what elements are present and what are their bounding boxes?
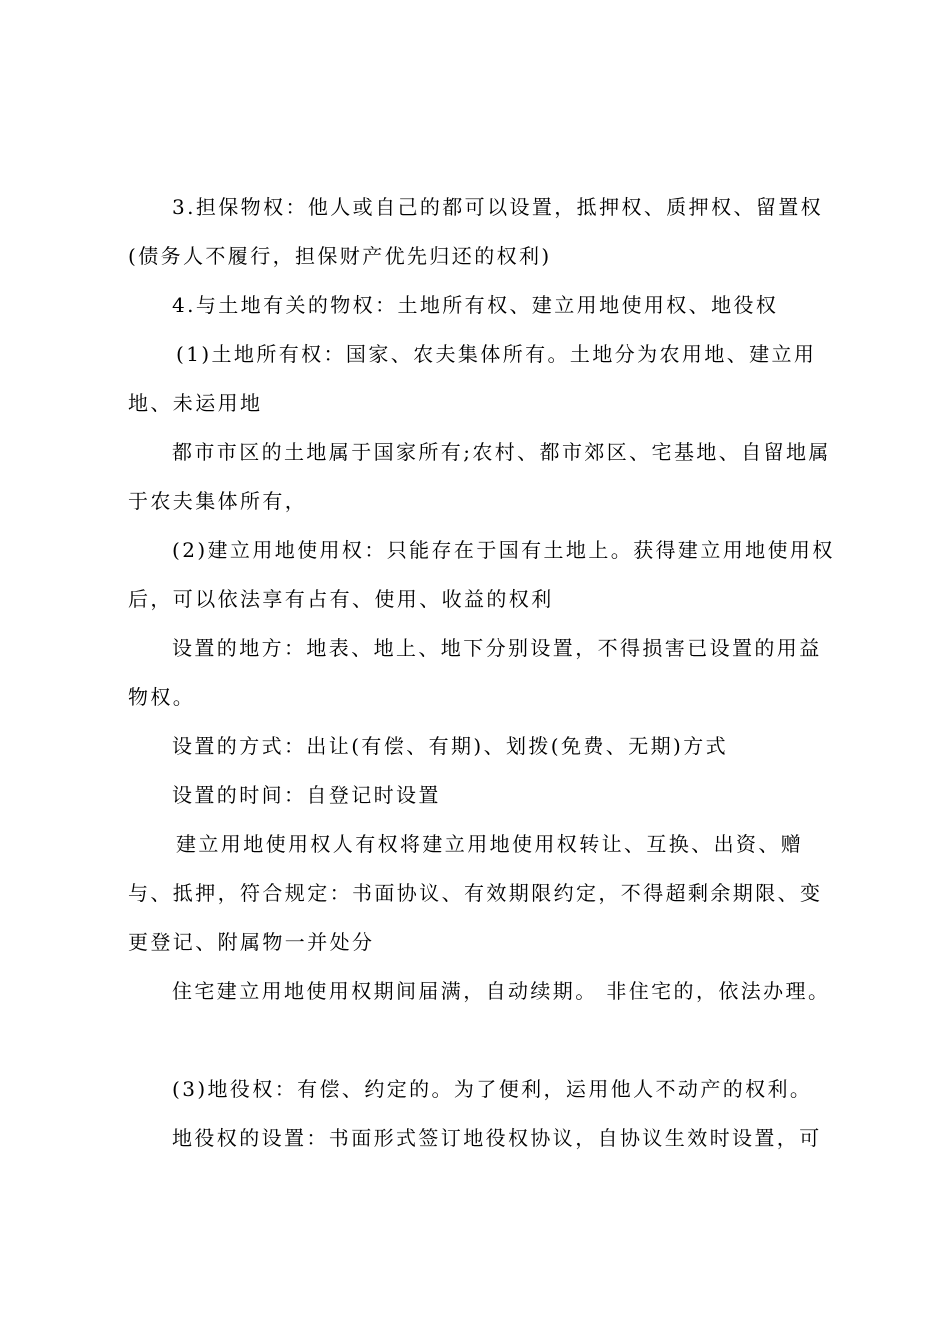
paragraph-line: 设置的时间：自登记时设置 [172, 783, 441, 807]
paragraph-line: 住宅建立用地使用权期间届满，自动续期。 非住宅的，依法办理。 [172, 979, 831, 1003]
paragraph-line: 4.与土地有关的物权：土地所有权、建立用地使用权、地役权 [172, 293, 779, 317]
paragraph-line: 地役权的设置：书面形式签订地役权协议，自协议生效时设置，可 [172, 1126, 822, 1150]
paragraph-line: 物权。 [128, 685, 196, 709]
paragraph-line: (债务人不履行，担保财产优先归还的权利) [128, 244, 552, 268]
paragraph-line: 设置的地方：地表、地上、地下分别设置，不得损害已设置的用益 [172, 636, 822, 660]
paragraph-line: (1)土地所有权：国家、农夫集体所有。土地分为农用地、建立用 [176, 342, 817, 366]
paragraph-line: 都市市区的土地属于国家所有;农村、都市郊区、宅基地、自留地属 [172, 440, 831, 464]
paragraph-line: 设置的方式：出让(有偿、有期)、划拨(免费、无期)方式 [172, 734, 729, 758]
paragraph-line: (3)地役权：有偿、约定的。为了便利，运用他人不动产的权利。 [172, 1077, 813, 1101]
paragraph-line: (2)建立用地使用权：只能存在于国有土地上。获得建立用地使用权 [172, 538, 835, 562]
paragraph-line: 后，可以依法享有占有、使用、收益的权利 [128, 587, 554, 611]
paragraph-line: 于农夫集体所有， [128, 489, 308, 513]
paragraph-line: 建立用地使用权人有权将建立用地使用权转让、互换、出资、赠 [176, 832, 804, 856]
paragraph-line: 3.担保物权：他人或自己的都可以设置，抵押权、质押权、留置权 [172, 195, 824, 219]
paragraph-line: 更登记、附属物一并处分 [128, 930, 375, 954]
paragraph-line: 地、未运用地 [128, 391, 263, 415]
paragraph-line: 与、抵押，符合规定：书面协议、有效期限约定，不得超剩余期限、变 [128, 881, 823, 905]
